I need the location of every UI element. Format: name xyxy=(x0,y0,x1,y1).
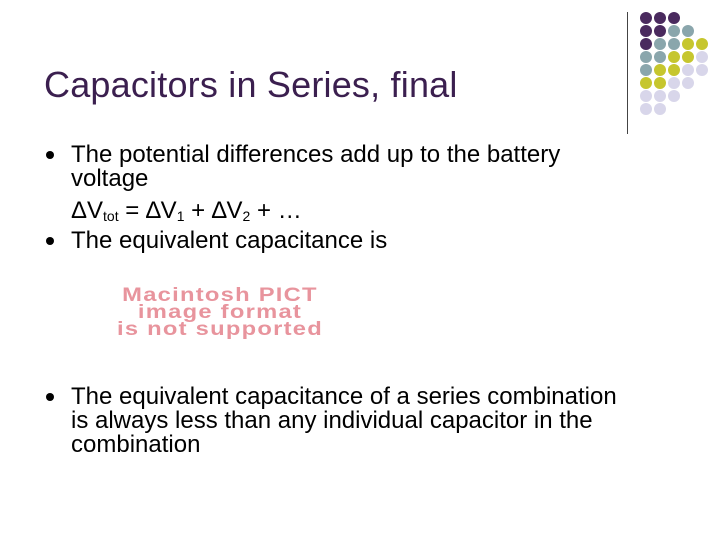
bullet-3-line-3: combination xyxy=(71,431,201,458)
bullet-1-line-2: voltage xyxy=(71,165,149,192)
bullet-1-line-1: The potential differences add up to the battery xyxy=(71,141,561,168)
decorative-dot xyxy=(640,38,652,50)
decorative-dot xyxy=(654,77,666,89)
eq-plus: + xyxy=(184,197,212,224)
slide-title: Capacitors in Series, final xyxy=(44,64,458,105)
decorative-dot xyxy=(654,25,666,37)
decorative-dot xyxy=(682,64,694,76)
placeholder-line-2: image format xyxy=(137,302,303,323)
decorative-dot xyxy=(668,12,680,24)
decorative-dot xyxy=(640,103,652,115)
eq-equals: = xyxy=(118,197,146,224)
decorative-dot xyxy=(682,25,694,37)
unsupported-image-placeholder xyxy=(72,287,368,339)
decorative-dot-grid xyxy=(640,12,720,118)
eq-sub-2: 2 xyxy=(242,208,251,224)
eq-term-2: ∆V xyxy=(211,197,243,224)
bullet-marker xyxy=(46,151,54,159)
decorative-dot xyxy=(682,77,694,89)
decorative-dot xyxy=(640,64,652,76)
decorative-dot xyxy=(668,51,680,63)
bullet-3-line-1: The equivalent capacitance of a series combination xyxy=(71,383,617,410)
voltage-equation xyxy=(71,199,302,228)
eq-term-1: ∆V xyxy=(145,197,177,224)
bullet-marker xyxy=(46,237,54,245)
decorative-dot xyxy=(682,38,694,50)
decorative-dot xyxy=(682,51,694,63)
decorative-dot xyxy=(654,90,666,102)
decorative-dot xyxy=(696,51,708,63)
decorative-dot xyxy=(654,64,666,76)
decorative-dot xyxy=(668,38,680,50)
decorative-dot xyxy=(696,38,708,50)
bullet-marker xyxy=(46,393,54,401)
decorative-dot xyxy=(654,12,666,24)
decorative-dot xyxy=(640,25,652,37)
bullet-2-line-1: The equivalent capacitance is xyxy=(71,227,388,254)
decorative-dot xyxy=(668,25,680,37)
decorative-dot xyxy=(654,51,666,63)
decorative-dot xyxy=(654,103,666,115)
decorative-dot xyxy=(668,77,680,89)
decorative-dot xyxy=(640,12,652,24)
placeholder-line-1: Macintosh PICT xyxy=(122,285,318,306)
eq-sub-total: tot xyxy=(103,208,119,224)
decorative-dot xyxy=(668,64,680,76)
decorative-dot xyxy=(640,51,652,63)
eq-term-total: ΔV xyxy=(71,197,104,224)
decorative-dot xyxy=(668,90,680,102)
decorative-dot xyxy=(640,90,652,102)
title-divider-line xyxy=(627,12,628,134)
bullet-3-line-2: is always less than any individual capacitor in the xyxy=(71,407,593,434)
decorative-dot xyxy=(654,38,666,50)
placeholder-line-3: is not supported xyxy=(116,319,324,340)
eq-sub-1: 1 xyxy=(176,208,185,224)
decorative-dot xyxy=(640,77,652,89)
eq-ellipsis: + … xyxy=(250,197,302,224)
decorative-dot xyxy=(696,64,708,76)
